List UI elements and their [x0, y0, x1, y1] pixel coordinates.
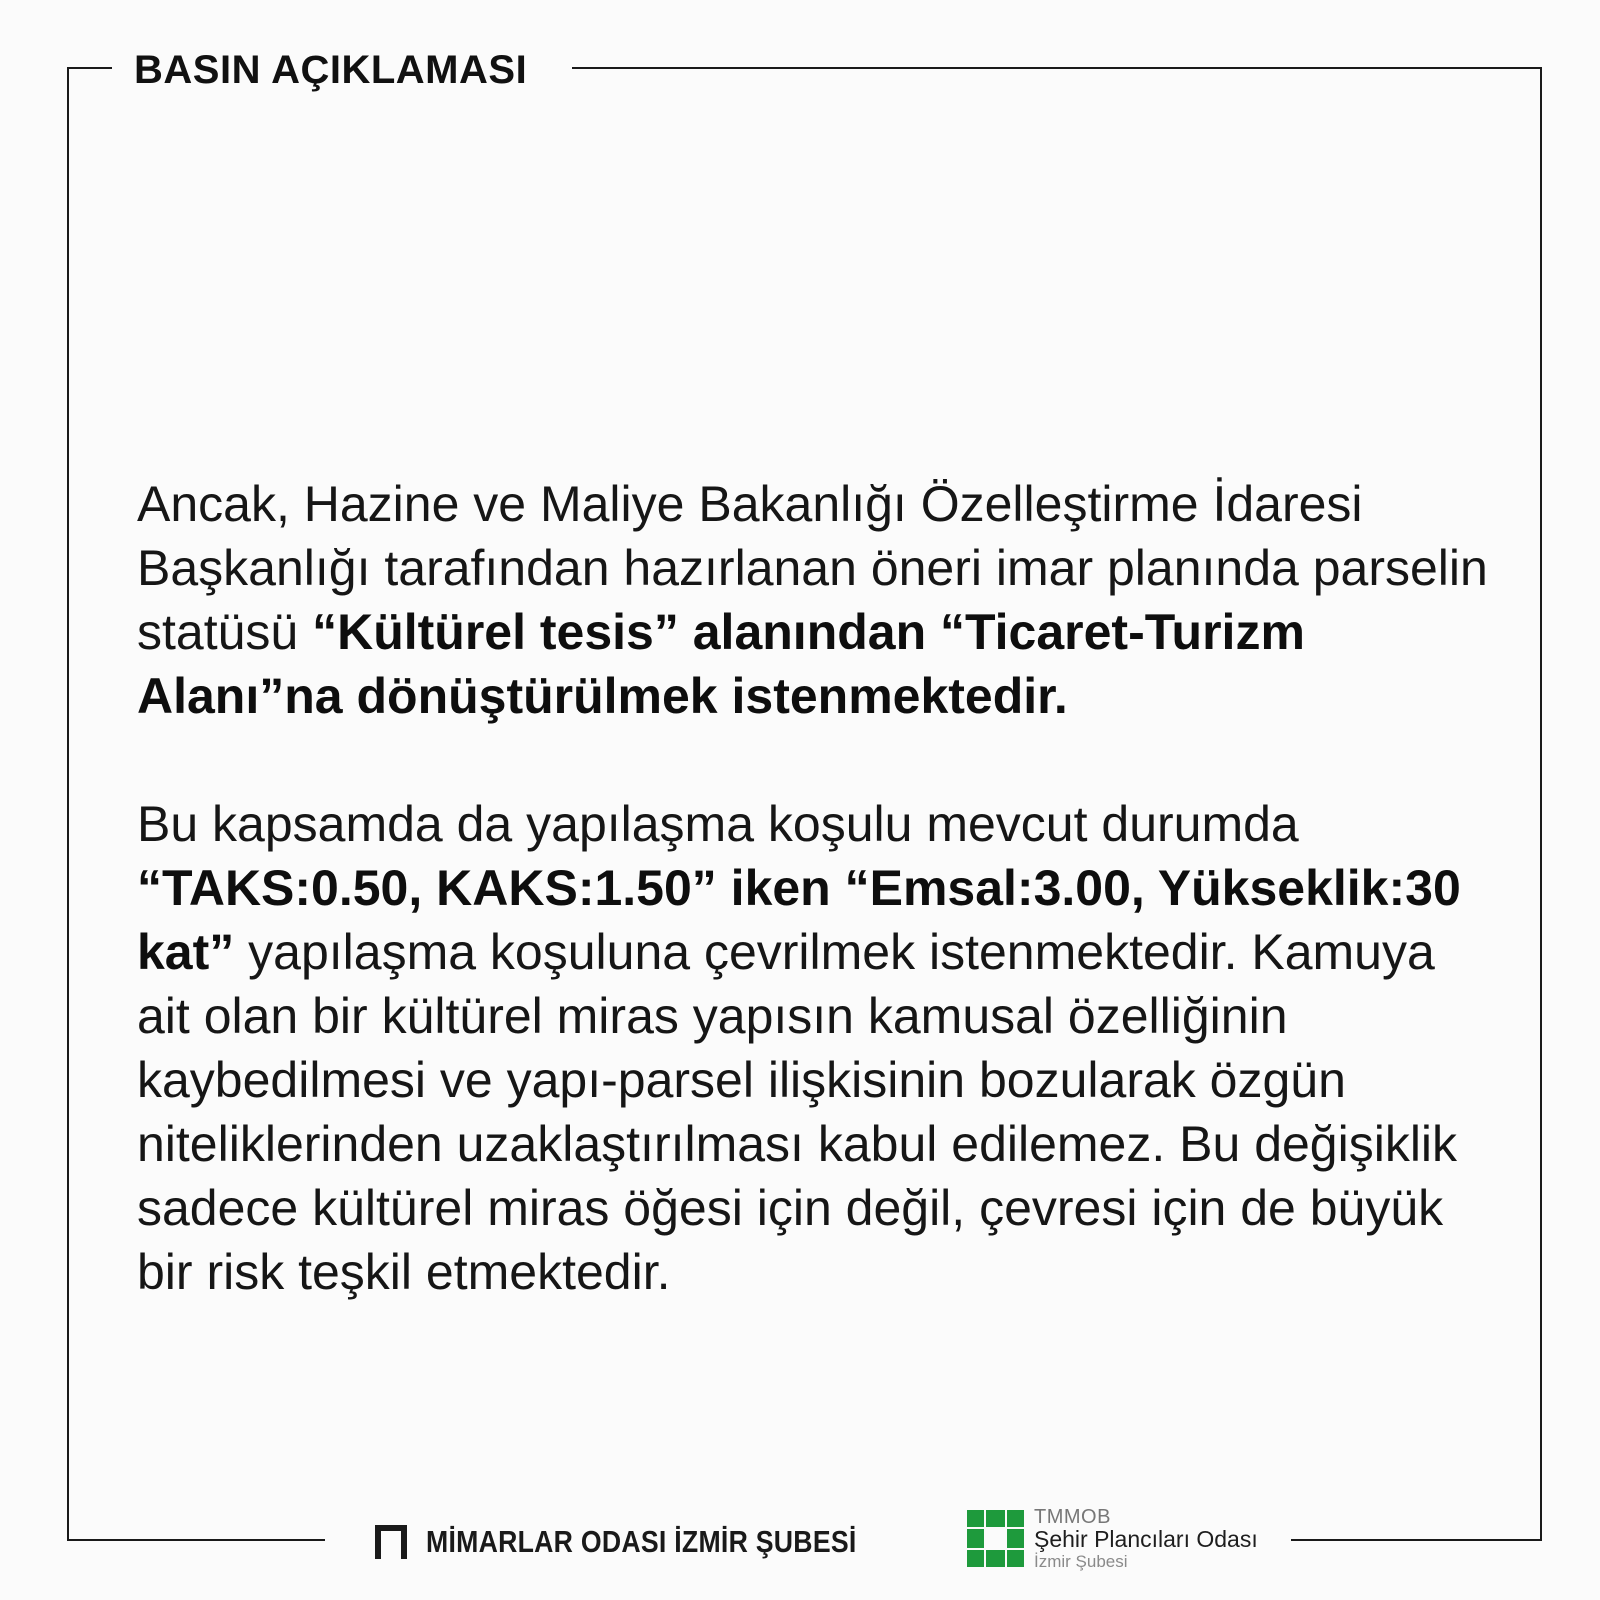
header — [112, 38, 572, 102]
sehir-plancilari-mark-icon — [967, 1510, 1024, 1567]
paragraph-2 — [137, 792, 1497, 1304]
paragraph-1-bold: “Kültürel tesis” alanından “Ticaret-Turizm Alanı”na dönüştürülmek istenmektedir. — [137, 604, 1305, 724]
mimarlar-odasi-text: MİMARLAR ODASI İZMİR ŞUBESİ — [426, 1524, 857, 1559]
paragraph-2-text-a: Bu kapsamda da yapılaşma koşulu mevcut durumda — [137, 796, 1299, 852]
paragraph-1-text: Ancak, Hazine ve Maliye Bakanlığı Özelleştirme İdaresi Başkanlığı tarafından hazırlanan öneri imar planında parselin statüsü — [137, 476, 1488, 660]
paragraph-2-bold: “TAKS:0.50, KAKS:1.50” iken “Emsal:3.00, Yükseklik:30 kat” — [137, 860, 1461, 980]
press-release-body — [137, 472, 1497, 1304]
sehir-plancilari-logo — [967, 1507, 1258, 1570]
paragraph-1 — [137, 472, 1497, 728]
sehir-plancilari-text — [1034, 1507, 1258, 1570]
tmmob-label: TMMOB — [1034, 1506, 1111, 1528]
page-title: BASIN AÇIKLAMASI — [134, 47, 528, 92]
mimarlar-odasi-mark-icon — [372, 1522, 410, 1562]
paragraph-2-text-b: yapılaşma koşuluna çevrilmek istenmektedir. Kamuya ait olan bir kültürel miras yapısın kamusal özelliğinin kaybedilmesi ve yapı-parsel ilişkisinin bozularak özgün niteliklerinden uzaklaştırılması kabul edilemez. Bu değişiklik sadece kültürel miras öğesi için değil, çevresi için de büyük bir risk teşkil etmektedir. — [137, 924, 1458, 1300]
sehir-plancilari-label: Şehir Plancıları Odası — [1034, 1526, 1258, 1552]
mimarlar-odasi-logo — [372, 1520, 927, 1564]
izmir-subesi-label: İzmir Şubesi — [1034, 1552, 1128, 1571]
